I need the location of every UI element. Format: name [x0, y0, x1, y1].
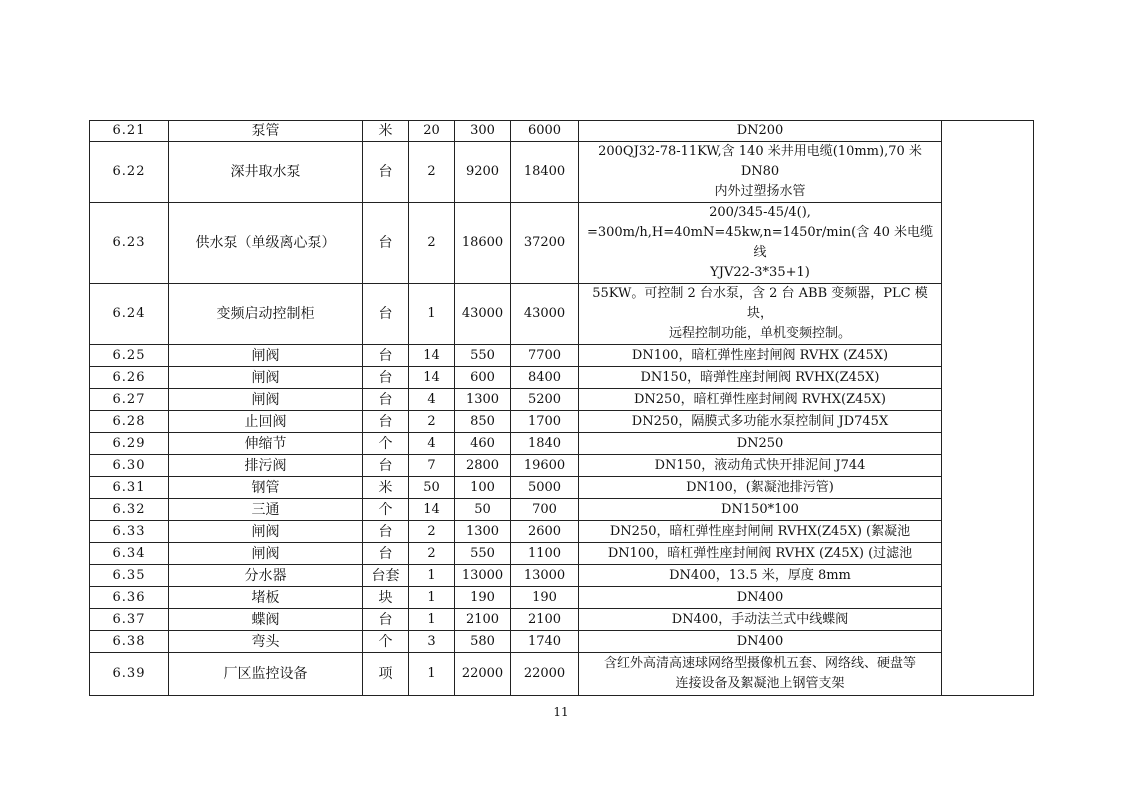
item-total: 2100 — [511, 609, 579, 631]
item-unit: 个 — [363, 499, 409, 521]
item-name: 三通 — [169, 499, 363, 521]
item-quantity: 4 — [409, 389, 455, 411]
item-description — [579, 631, 942, 653]
item-total: 1840 — [511, 433, 579, 455]
item-description — [579, 587, 942, 609]
item-unit: 台 — [363, 203, 409, 284]
table-row — [90, 142, 1034, 203]
item-unit: 台 — [363, 345, 409, 367]
item-quantity: 14 — [409, 367, 455, 389]
item-number: 6.32 — [90, 499, 169, 521]
item-description-line: 55KW。可控制 2 台水泵，含 2 台 ABB 变频器，PLC 模块， — [592, 286, 928, 321]
item-number: 6.21 — [90, 121, 169, 142]
item-description-line: DN250，暗杠弹性座封闸闸 RVHX(Z45X) (絮凝池 — [609, 523, 911, 539]
item-total: 1100 — [511, 543, 579, 565]
table-row — [90, 433, 1034, 455]
item-unit: 台 — [363, 142, 409, 203]
item-quantity: 2 — [409, 411, 455, 433]
item-total: 22000 — [511, 653, 579, 696]
item-number: 6.25 — [90, 345, 169, 367]
table-row — [90, 587, 1034, 609]
item-unit-price: 300 — [455, 121, 511, 142]
equipment-table — [89, 120, 1034, 696]
item-total: 2600 — [511, 521, 579, 543]
item-description — [579, 477, 942, 499]
item-unit-price: 460 — [455, 433, 511, 455]
item-unit-price: 580 — [455, 631, 511, 653]
item-unit: 台 — [363, 521, 409, 543]
item-unit-price: 13000 — [455, 565, 511, 587]
item-name: 闸阀 — [169, 543, 363, 565]
item-description — [579, 121, 942, 142]
item-description — [579, 609, 942, 631]
item-number: 6.35 — [90, 565, 169, 587]
item-unit-price: 9200 — [455, 142, 511, 203]
item-description-line: DN400 — [736, 589, 784, 605]
item-unit-price: 100 — [455, 477, 511, 499]
item-description-line: DN150，液动角式快开排泥间 J744 — [654, 457, 866, 473]
table-row — [90, 203, 1034, 284]
item-unit: 项 — [363, 653, 409, 696]
item-unit-price: 2100 — [455, 609, 511, 631]
item-number: 6.37 — [90, 609, 169, 631]
table-row — [90, 543, 1034, 565]
item-total: 19600 — [511, 455, 579, 477]
item-name: 深井取水泵 — [169, 142, 363, 203]
item-name: 止回阀 — [169, 411, 363, 433]
item-unit-price: 50 — [455, 499, 511, 521]
item-quantity: 7 — [409, 455, 455, 477]
item-unit-price: 18600 — [455, 203, 511, 284]
item-description-line: DN200 — [736, 123, 784, 138]
item-unit: 米 — [363, 477, 409, 499]
table-row — [90, 121, 1034, 142]
item-name: 闸阀 — [169, 521, 363, 543]
item-unit-price: 1300 — [455, 389, 511, 411]
item-number: 6.24 — [90, 284, 169, 345]
item-number: 6.22 — [90, 142, 169, 203]
item-quantity: 2 — [409, 543, 455, 565]
item-number: 6.33 — [90, 521, 169, 543]
item-total: 6000 — [511, 121, 579, 142]
table-row — [90, 609, 1034, 631]
item-total: 37200 — [511, 203, 579, 284]
item-description-line: DN400，13.5 米，厚度 8mm — [669, 567, 851, 583]
item-name: 蝶阀 — [169, 609, 363, 631]
item-description — [579, 203, 942, 284]
item-description — [579, 543, 942, 565]
item-name: 供水泵（单级离心泵） — [169, 203, 363, 284]
item-description — [579, 284, 942, 345]
item-name: 钢管 — [169, 477, 363, 499]
item-unit: 个 — [363, 433, 409, 455]
table-row — [90, 521, 1034, 543]
item-name: 排污阀 — [169, 455, 363, 477]
item-quantity: 2 — [409, 203, 455, 284]
item-description-line: DN150，暗弹性座封闸阀 RVHX(Z45X) — [640, 369, 880, 385]
item-description-line: DN100，暗杠弹性座封闸阀 RVHX (Z45X) (过滤池 — [607, 545, 913, 561]
item-name: 变频启动控制柜 — [169, 284, 363, 345]
item-unit: 台 — [363, 609, 409, 631]
item-number: 6.27 — [90, 389, 169, 411]
item-unit-price: 550 — [455, 543, 511, 565]
item-description-line: DN250，暗杠弹性座封闸阀 RVHX(Z45X) — [633, 391, 887, 407]
item-unit: 块 — [363, 587, 409, 609]
item-unit-price: 550 — [455, 345, 511, 367]
item-unit-price: 43000 — [455, 284, 511, 345]
item-name: 分水器 — [169, 565, 363, 587]
table-row — [90, 411, 1034, 433]
item-quantity: 1 — [409, 284, 455, 345]
table-row — [90, 389, 1034, 411]
table-row — [90, 367, 1034, 389]
item-description — [579, 433, 942, 455]
item-description — [579, 565, 942, 587]
table-body — [90, 121, 1034, 696]
item-quantity: 14 — [409, 345, 455, 367]
table-row — [90, 284, 1034, 345]
item-description-line: 200/345-45/4(), — [709, 205, 811, 220]
item-total: 8400 — [511, 367, 579, 389]
item-description-line: 内外过塑扬水管 — [714, 184, 806, 199]
item-unit-price: 850 — [455, 411, 511, 433]
item-description — [579, 367, 942, 389]
item-unit: 台套 — [363, 565, 409, 587]
item-unit-price: 1300 — [455, 521, 511, 543]
item-unit-price: 22000 — [455, 653, 511, 696]
item-number: 6.31 — [90, 477, 169, 499]
item-quantity: 3 — [409, 631, 455, 653]
table-row — [90, 345, 1034, 367]
item-description-line: 远程控制功能，单机变频控制。 — [668, 326, 851, 341]
item-total: 43000 — [511, 284, 579, 345]
item-unit: 台 — [363, 367, 409, 389]
item-description — [579, 653, 942, 696]
item-name: 闸阀 — [169, 345, 363, 367]
item-unit: 台 — [363, 411, 409, 433]
item-description — [579, 345, 942, 367]
item-name: 堵板 — [169, 587, 363, 609]
item-name: 泵管 — [169, 121, 363, 142]
item-description-line: DN100，(絮凝池排污管) — [686, 479, 834, 495]
item-unit-price: 600 — [455, 367, 511, 389]
item-number: 6.23 — [90, 203, 169, 284]
item-quantity: 4 — [409, 433, 455, 455]
item-name: 闸阀 — [169, 367, 363, 389]
item-quantity: 20 — [409, 121, 455, 142]
item-description-line: 连接设备及絮凝池上钢管支架 — [675, 676, 845, 691]
item-unit: 台 — [363, 389, 409, 411]
item-description-line: DN400，手动法兰式中线蝶阀 — [671, 611, 849, 627]
item-total: 13000 — [511, 565, 579, 587]
item-unit: 台 — [363, 284, 409, 345]
item-number: 6.28 — [90, 411, 169, 433]
table-row — [90, 631, 1034, 653]
item-quantity: 1 — [409, 653, 455, 696]
item-number: 6.36 — [90, 587, 169, 609]
item-unit-price: 190 — [455, 587, 511, 609]
item-description-line: DN100，暗杠弹性座封闸阀 RVHX (Z45X) — [631, 347, 889, 363]
item-name: 弯头 — [169, 631, 363, 653]
item-quantity: 1 — [409, 609, 455, 631]
item-quantity: 14 — [409, 499, 455, 521]
item-total: 7700 — [511, 345, 579, 367]
item-total: 5000 — [511, 477, 579, 499]
item-description — [579, 411, 942, 433]
item-quantity: 2 — [409, 521, 455, 543]
item-description-line: DN150*100 — [721, 501, 799, 517]
item-name: 厂区监控设备 — [169, 653, 363, 696]
item-unit-price: 2800 — [455, 455, 511, 477]
item-description-line: DN250 — [736, 435, 784, 451]
item-quantity: 2 — [409, 142, 455, 203]
item-description — [579, 389, 942, 411]
item-total: 18400 — [511, 142, 579, 203]
item-total: 190 — [511, 587, 579, 609]
table-row — [90, 477, 1034, 499]
item-number: 6.39 — [90, 653, 169, 696]
item-total: 1740 — [511, 631, 579, 653]
item-number: 6.34 — [90, 543, 169, 565]
item-description — [579, 455, 942, 477]
item-description-line: DN250，隔膜式多功能水泵控制间 JD745X — [631, 413, 889, 429]
item-number: 6.26 — [90, 367, 169, 389]
item-description-line: 200QJ32-78-11KW,含 140 米井用电缆(10mm),70 米 DN80 — [598, 144, 922, 179]
item-number: 6.38 — [90, 631, 169, 653]
item-total: 1700 — [511, 411, 579, 433]
item-description-line: 含红外高清高速球网络型摄像机五套、网络线、硬盘等 — [603, 656, 916, 671]
item-total: 5200 — [511, 389, 579, 411]
table-row — [90, 455, 1034, 477]
item-quantity: 1 — [409, 565, 455, 587]
remarks-cell — [942, 121, 1034, 696]
item-unit: 台 — [363, 455, 409, 477]
table-row — [90, 499, 1034, 521]
item-unit: 个 — [363, 631, 409, 653]
item-total: 700 — [511, 499, 579, 521]
item-description — [579, 499, 942, 521]
item-description — [579, 521, 942, 543]
table-row — [90, 653, 1034, 696]
item-description — [579, 142, 942, 203]
item-name: 闸阀 — [169, 389, 363, 411]
page-number: 11 — [553, 705, 569, 719]
item-unit: 米 — [363, 121, 409, 142]
item-number: 6.29 — [90, 433, 169, 455]
item-description-line: YJV22-3*35+1) — [710, 265, 810, 280]
item-description-line: DN400 — [736, 633, 784, 649]
table-row — [90, 565, 1034, 587]
item-unit: 台 — [363, 543, 409, 565]
item-quantity: 1 — [409, 587, 455, 609]
item-description-line: =300m/h,H=40mN=45kw,n=1450r/min(含 40 米电缆线 — [586, 225, 934, 260]
item-name: 伸缩节 — [169, 433, 363, 455]
item-quantity: 50 — [409, 477, 455, 499]
item-number: 6.30 — [90, 455, 169, 477]
